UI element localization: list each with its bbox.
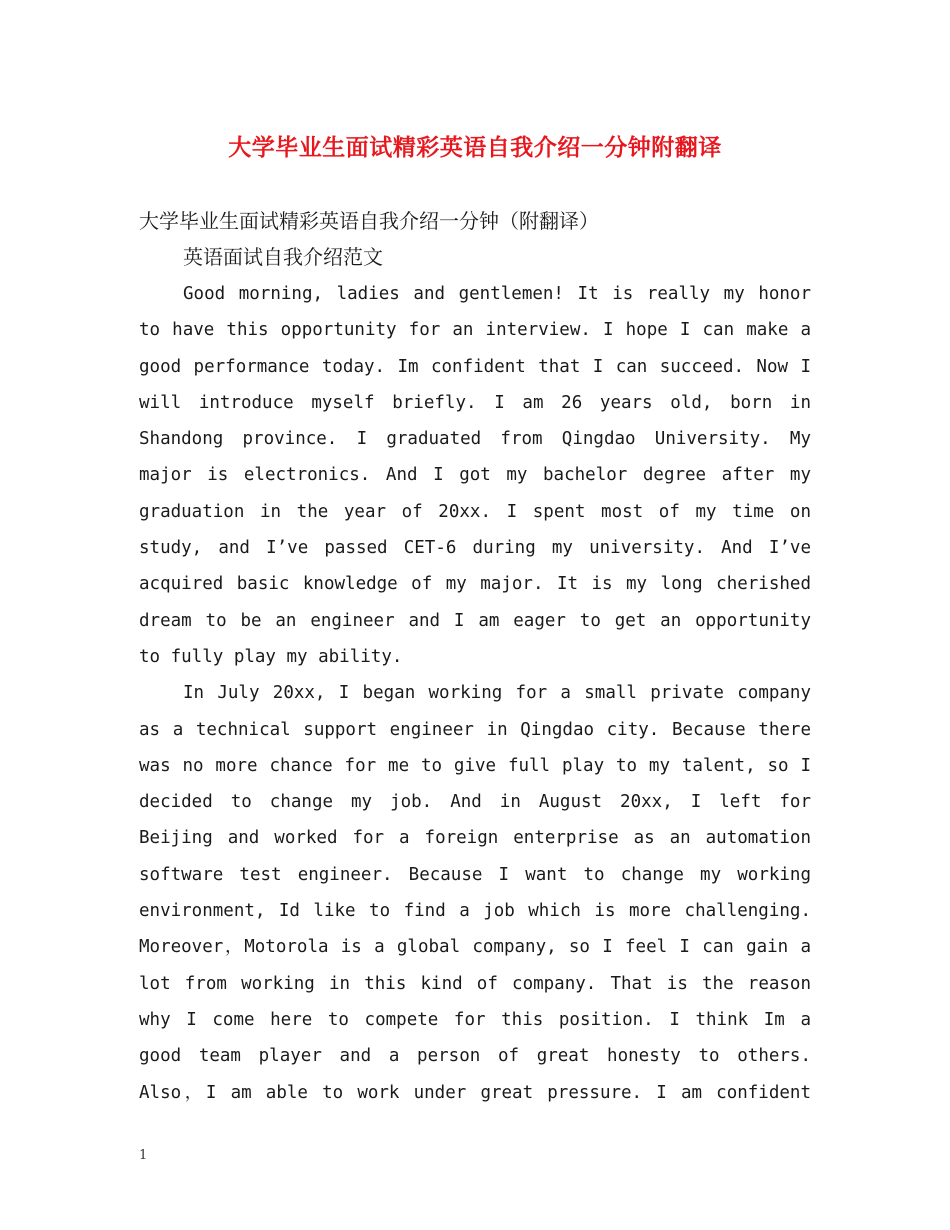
text-line: acquired basic knowledge of my major. It is my long cherished [139, 574, 811, 595]
text-line: to fully play my ability. [139, 646, 403, 667]
text-line: will introduce myself briefly. I am 26 years old, born in [139, 392, 811, 413]
text-line: lot from working in this kind of company. That is the reason [139, 973, 811, 994]
text-line: Also，I am able to work under great pressure. I am confident [139, 1082, 811, 1103]
text-line: Good morning, ladies and gentlemen! It is really my honor [183, 284, 811, 304]
paragraph-1 [139, 276, 811, 675]
text-line: good team player and a person of great honesty to others. [139, 1046, 811, 1067]
text-line: why I come here to compete for this position. I think Im a [139, 1009, 811, 1030]
document-title: 大学毕业生面试精彩英语自我介绍一分钟附翻译 [228, 135, 722, 161]
text-line: graduation in the year of 20xx. I spent most of my time on [139, 501, 811, 522]
page-number: 1 [139, 1148, 148, 1163]
text-line: dream to be an engineer and I am eager to get an opportunity [139, 610, 811, 631]
paragraph-2 [139, 675, 811, 1111]
text-line: to have this opportunity for an interview. I hope I can make a [139, 320, 811, 341]
text-line: good performance today. Im confident that I can succeed. Now I [139, 356, 811, 377]
text-line: Moreover，Motorola is a global company, so I feel I can gain a [139, 937, 811, 958]
text-line: decided to change my job. And in August 20xx, I left for [139, 792, 811, 813]
text-line: was no more chance for me to give full play to my talent, so I [139, 755, 811, 776]
text-line: In July 20xx, I began working for a small private company [183, 683, 811, 704]
text-line: as a technical support engineer in Qingdao city. Because there [139, 719, 811, 740]
text-line: software test engineer. Because I want to change my working [139, 864, 811, 885]
text-line: major is electronics. And I got my bachelor degree after my [139, 465, 811, 486]
text-line: Shandong province. I graduated from Qingdao University. My [139, 429, 811, 450]
document-subtitle: 大学毕业生面试精彩英语自我介绍一分钟（附翻译） [139, 209, 599, 233]
text-line: environment, Id like to find a job which is more challenging. [139, 901, 811, 922]
text-line: study, and I’ve passed CET-6 during my university. And I’ve [139, 538, 811, 559]
body-text [139, 276, 811, 1111]
section-heading: 英语面试自我介绍范文 [183, 245, 383, 269]
text-line: Beijing and worked for a foreign enterprise as an automation [139, 828, 811, 849]
